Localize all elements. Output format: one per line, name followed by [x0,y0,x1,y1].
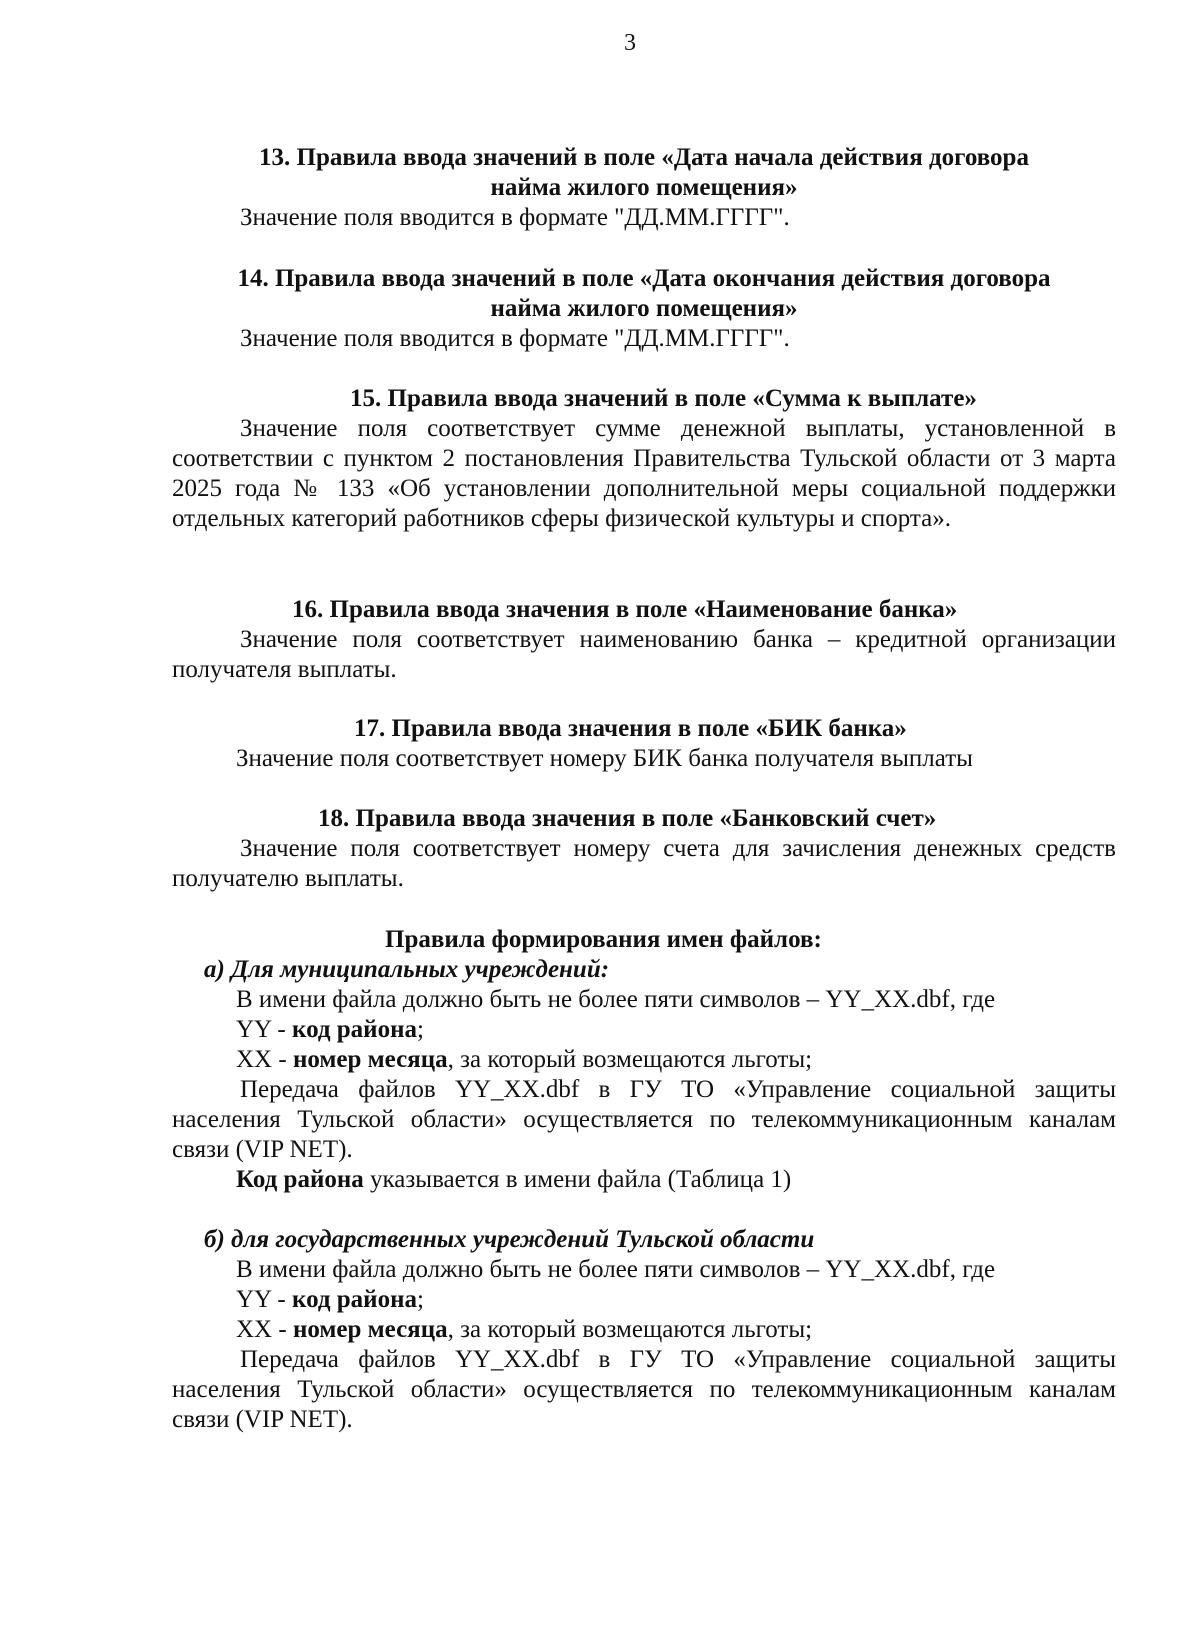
yy-prefix: YY - [236,1286,293,1313]
xx-prefix: XX - [236,1046,293,1073]
xx-term: номер месяца [292,1316,448,1343]
yy-suffix: ; [416,1286,424,1313]
file-rules-a-transfer: Передача файлов YY_XX.dbf в ГУ ТО «Управление социальной защиты населения Тульской области» осуществляется по телекоммуникационным каналам связи (VIP NET). [172,1076,1116,1163]
section-13-heading-line2: найма жилого помещения» [490,174,798,201]
file-rules-a-yy [236,1015,424,1045]
file-rules-b-transfer: Передача файлов YY_XX.dbf в ГУ ТО «Управление социальной защиты населения Тульской области» осуществляется по телекоммуникационным каналам связи (VIP NET). [172,1346,1116,1433]
file-rules-a-line1: В имени файла должно быть не более пяти символов – YY_XX.dbf, где [236,986,996,1013]
section-14-heading [172,264,1116,324]
xx-term: номер месяца [292,1046,448,1073]
file-rules-b-line1: В имени файла должно быть не более пяти символов – YY_XX.dbf, где [236,1256,996,1283]
section-17-text: Значение поля соответствует номеру БИК банка получателя выплаты [236,745,973,772]
section-13-heading-line1: 13. Правила ввода значений в поле «Дата начала действия договора [259,144,1029,171]
page-number: 3 [624,30,636,56]
xx-prefix: XX - [236,1316,293,1343]
xx-suffix: , за который возмещаются льготы; [447,1316,813,1343]
yy-suffix: ; [416,1016,424,1043]
section-15-heading: 15. Правила ввода значений в поле «Сумма к выплате» [350,385,977,412]
file-rules-b-yy [236,1285,424,1315]
code-term: Код района [236,1166,364,1193]
section-14-text: Значение поля вводится в формате "ДД.ММ.ГГГГ". [240,325,790,352]
file-rules-a-xx [236,1045,812,1075]
section-18-text: Значение поля соответствует номеру счета для зачисления денежных средств получателю выплаты. [172,835,1116,892]
section-16-heading: 16. Правила ввода значения в поле «Наименование банка» [292,596,958,623]
yy-prefix: YY - [236,1016,293,1043]
section-18-heading: 18. Правила ввода значения в поле «Банковский счет» [318,805,937,832]
yy-term: код района [292,1286,417,1313]
section-16-text: Значение поля соответствует наименованию банка – кредитной организации получателя выплаты. [172,626,1116,683]
section-13-text: Значение поля вводится в формате "ДД.ММ.ГГГГ". [240,204,790,231]
section-14-heading-line2: найма жилого помещения» [490,295,798,322]
file-rules-b-xx [236,1315,812,1345]
file-rules-title: Правила формирования имен файлов: [385,926,822,953]
xx-suffix: , за который возмещаются льготы; [447,1046,813,1073]
yy-term: код района [292,1016,417,1043]
file-rules-a-code [236,1165,791,1195]
section-13-heading [172,143,1116,203]
file-rules-a-title: а) Для муниципальных учреждений: [204,956,610,983]
file-rules-b-title: б) для государственных учреждений Тульской области [204,1226,815,1253]
code-rest: указывается в имени файла (Таблица 1) [363,1166,792,1193]
section-17-heading: 17. Правила ввода значения в поле «БИК банка» [354,715,907,742]
section-15-text: Значение поля соответствует сумме денежной выплаты, установленной в соответствии с пунктом 2 постановления Правительства Тульской области от 3 марта 2025 года № 133 «Об установлении дополнительной меры социальной поддержки отдельных категорий работников сферы физической культуры и спорта». [172,415,1116,532]
section-14-heading-line1: 14. Правила ввода значений в поле «Дата окончания действия договора [237,265,1051,292]
